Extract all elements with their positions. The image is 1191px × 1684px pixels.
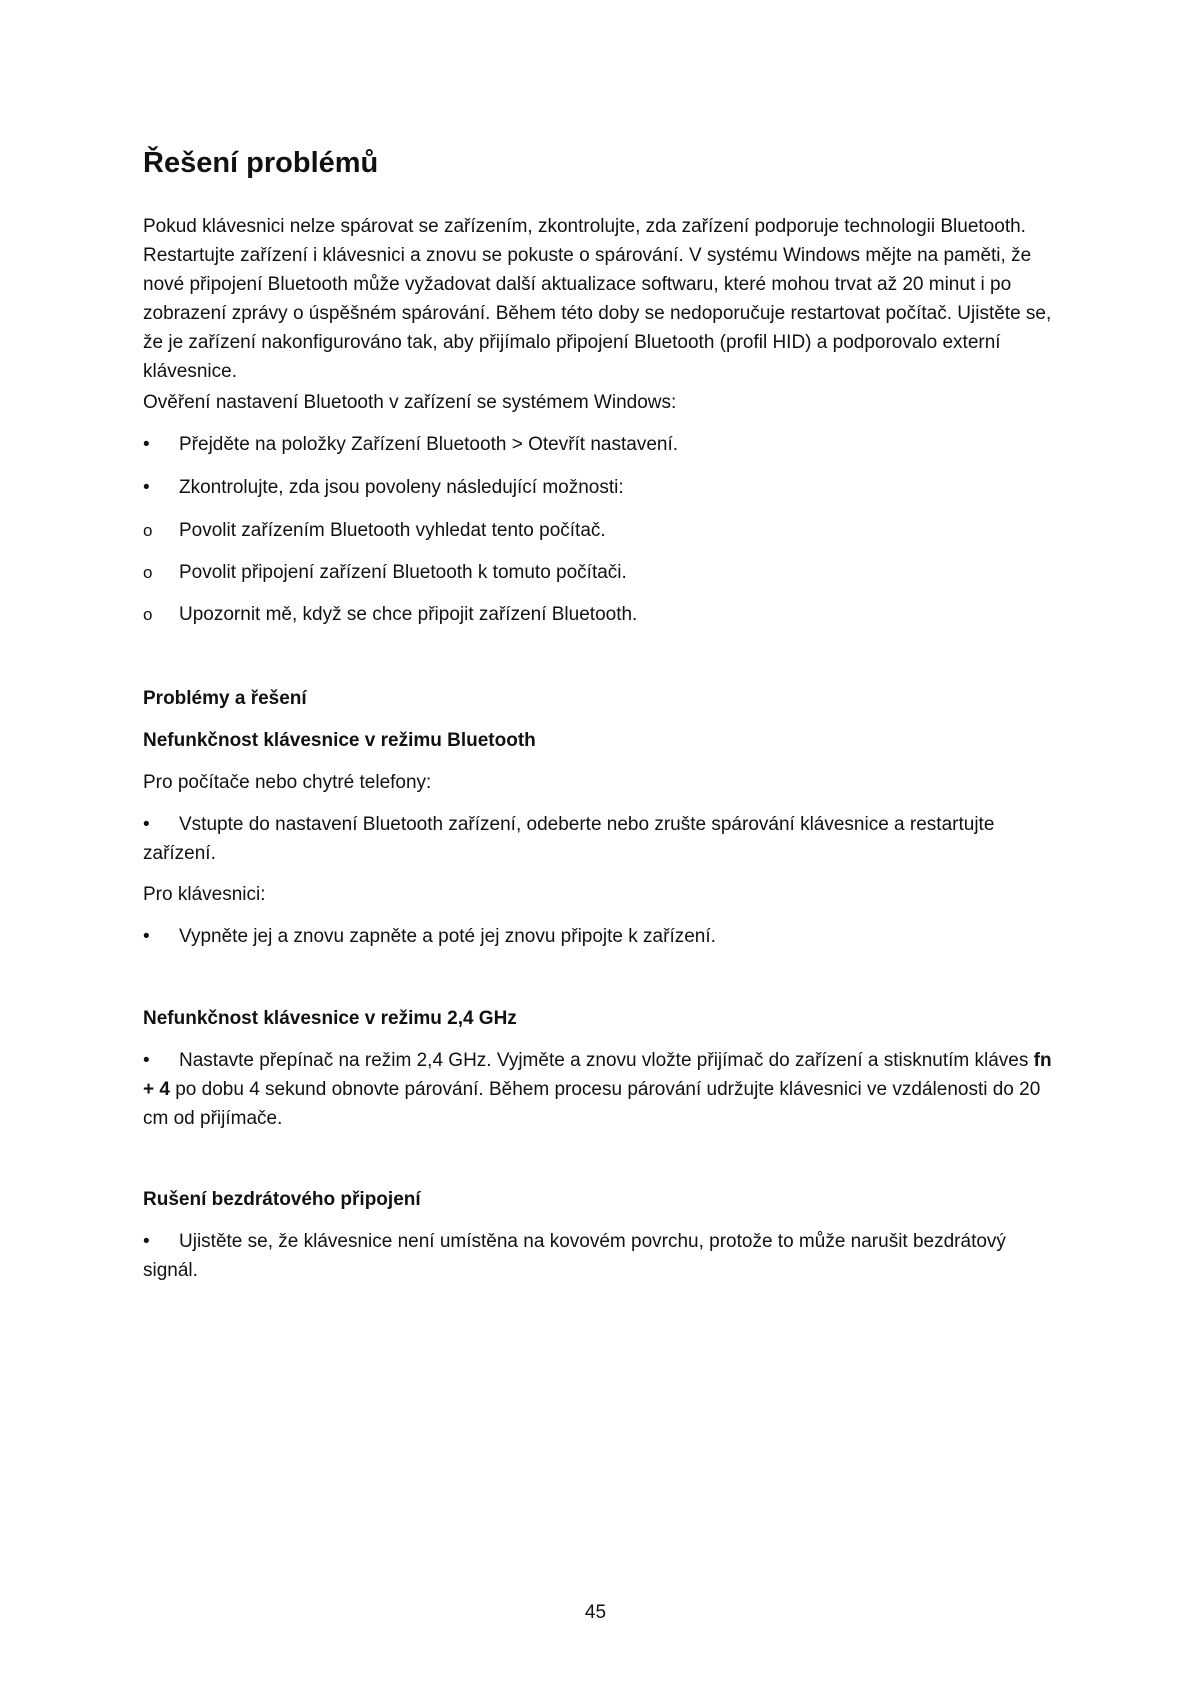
pc-label: Pro počítače nebo chytré telefony: (143, 772, 432, 793)
circle-bullet-icon: o (143, 563, 153, 582)
page-title: Řešení problémů (143, 147, 379, 179)
ghz-list-item (143, 1046, 1063, 1133)
keyboard-list-item-text: Vypněte jej a znovu zapněte a poté jej znovu připojte k zařízení. (179, 926, 716, 947)
keyboard-label: Pro klávesnici: (143, 884, 266, 905)
circle-bullet-icon: o (143, 521, 153, 540)
bullet-icon: • (143, 1231, 150, 1252)
ghz-item-text-start: Nastavte přepínač na režim 2,4 GHz. Vyjměte a znovu vložte přijímač do zařízení a stisknutím kláves (179, 1050, 1034, 1071)
interference-section-heading: Rušení bezdrátového připojení (143, 1189, 421, 1210)
ghz-section-heading: Nefunkčnost klávesnice v režimu 2,4 GHz (143, 1008, 517, 1029)
list-item (143, 473, 1063, 502)
option-item-text: Upozornit mě, když se chce připojit zařízení Bluetooth. (179, 604, 638, 625)
bullet-icon: • (143, 814, 150, 835)
bullet-icon: • (143, 477, 150, 498)
list-item-text: Zkontrolujte, zda jsou povoleny následující možnosti: (179, 477, 624, 498)
option-item (143, 558, 1063, 587)
page-number: 45 (584, 1602, 607, 1623)
option-item-text: Povolit zařízením Bluetooth vyhledat tento počítač. (179, 520, 606, 541)
bullet-icon: • (143, 1050, 150, 1071)
ghz-item-text-end: po dobu 4 sekund obnovte párování. Během procesu párování udržujte klávesnici ve vzdálenosti do 20 cm od přijímače. (143, 1079, 1041, 1129)
interference-item-text: Ujistěte se, že klávesnice není umístěna na kovovém povrchu, protože to může narušit bezdrátový signál. (143, 1231, 1006, 1281)
pc-list-item (143, 810, 1063, 868)
problems-heading: Problémy a řešení (143, 688, 307, 709)
bullet-icon: • (143, 926, 150, 947)
pc-list-item-text: Vstupte do nastavení Bluetooth zařízení, odeberte nebo zrušte spárování klávesnice a restartujte zařízení. (143, 814, 995, 864)
key-combination: fn + 4 (143, 1050, 1052, 1100)
list-item (143, 430, 1063, 459)
intro-paragraph: Pokud klávesnici nelze spárovat se zařízením, zkontrolujte, zda zařízení podporuje technologii Bluetooth. Restartujte zařízení i klávesnici a znovu se pokuste o spárování. V systému Windows mějte na paměti, že nové připojení Bluetooth může vyžadovat další aktualizace softwaru, které mohou trvat až 20 minut i po zobrazení zprávy o úspěšném spárování. Během této doby se nedoporučuje restartovat počítač. Ujistěte se, že je zařízení nakonfigurováno tak, aby přijímalo připojení Bluetooth (profil HID) a podporovalo externí klávesnice. (143, 216, 1052, 382)
option-item-text: Povolit připojení zařízení Bluetooth k tomuto počítači. (179, 562, 627, 583)
verify-label: Ověření nastavení Bluetooth v zařízení se systémem Windows: (143, 392, 677, 413)
bullet-icon: • (143, 434, 150, 455)
interference-list-item (143, 1227, 1063, 1285)
keyboard-list-item (143, 922, 1063, 951)
option-item (143, 516, 1063, 545)
bluetooth-section-heading: Nefunkčnost klávesnice v režimu Bluetooth (143, 730, 536, 751)
option-item (143, 600, 1063, 629)
list-item-text: Přejděte na položky Zařízení Bluetooth > Otevřít nastavení. (179, 434, 679, 455)
circle-bullet-icon: o (143, 605, 153, 624)
